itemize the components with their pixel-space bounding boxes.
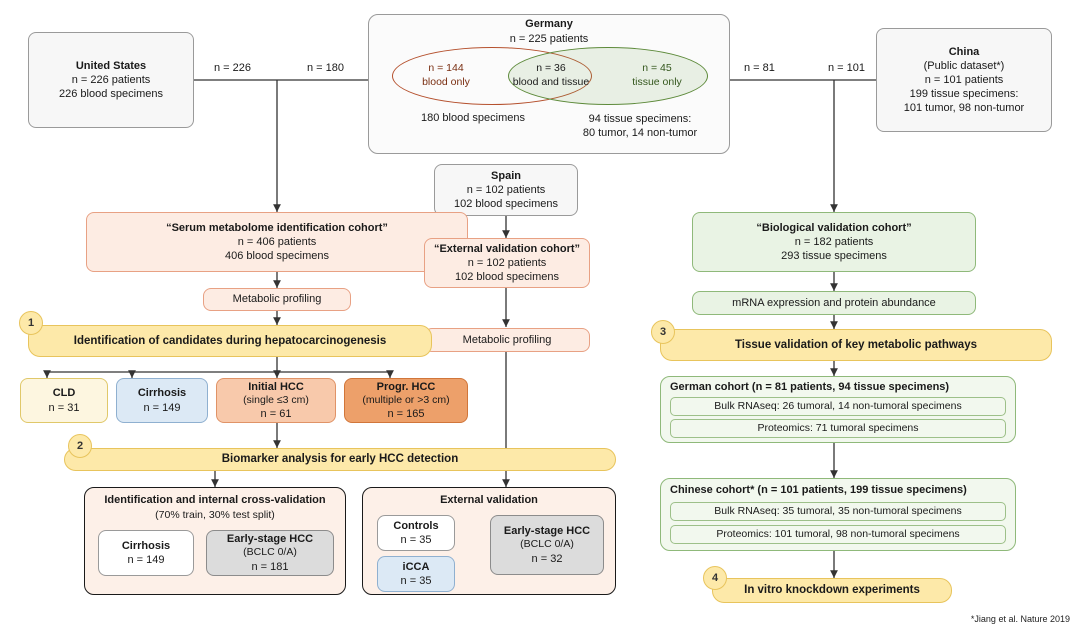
group-box-cirrhosis: [116, 378, 208, 423]
german-cohort-row-proteomics: [670, 419, 1006, 438]
us-line1: n = 226 patients: [71, 73, 151, 86]
group-cld-title: CLD: [52, 387, 76, 400]
cohort-box-china: [876, 28, 1052, 132]
venn-tissue-text: tissue only: [632, 75, 682, 88]
step-4-number: [703, 566, 727, 590]
serum-cohort-title: “Serum metabolome identification cohort”: [166, 221, 388, 234]
chinese-cohort-row-rnaseq: [670, 502, 1006, 521]
step-2-number: [68, 434, 92, 458]
china-line2: 199 tissue specimens:: [909, 88, 1019, 101]
venn-label-blood-and-tissue: [505, 62, 597, 89]
serum-metabolome-cohort-box: [86, 212, 468, 272]
step-3-number: [651, 320, 675, 344]
edge-label-us: n = 226: [214, 62, 252, 74]
external-panel-controls-box: [377, 515, 455, 551]
step-1-box: [28, 325, 432, 357]
germany-blood-specimens: 180 blood specimens: [421, 112, 525, 124]
us-title: United States: [75, 59, 147, 72]
step-3-number-text: 3: [659, 326, 667, 338]
chinese-cohort-row-proteomics: [670, 525, 1006, 544]
internal-cirrhosis-n: n = 149: [127, 554, 165, 566]
edge-label-china: n = 101: [828, 62, 866, 74]
step-2-label: Biomarker analysis for early HCC detection: [221, 453, 459, 466]
us-line2: 226 blood specimens: [59, 88, 163, 101]
german-cohort-header: German cohort (n = 81 patients, 94 tissue specimens): [670, 381, 950, 393]
group-box-progr-hcc: [344, 378, 468, 423]
external-early-hcc-sub: (BCLC 0/A): [520, 538, 574, 551]
internal-panel-early-hcc-box: [206, 530, 334, 576]
china-subtitle: (Public dataset*): [923, 59, 1005, 72]
step-3-box: [660, 329, 1052, 361]
venn-both-text: blood and tissue: [512, 75, 590, 88]
external-validation-cohort-box: [424, 238, 590, 288]
external-panel-icca-box: [377, 556, 455, 592]
step-4-box: [712, 578, 952, 603]
germany-tissue-l1: 94 tissue specimens:: [588, 113, 692, 125]
german-proteomics-label: Proteomics: 71 tumoral specimens: [757, 421, 919, 434]
external-icca-n: n = 35: [400, 575, 432, 587]
step-1-number: [19, 311, 43, 335]
germany-tissue-specimens: [560, 112, 720, 141]
bio-cohort-line1: n = 182 patients: [794, 235, 874, 248]
mrna-label: mRNA expression and protein abundance: [732, 296, 936, 309]
group-progr-hcc-title: Progr. HCC: [376, 380, 436, 393]
bio-cohort-line2: 293 tissue specimens: [781, 250, 887, 263]
german-cohort-row-rnaseq: [670, 397, 1006, 416]
venn-blood-n: n = 144: [428, 62, 464, 74]
step-4-number-text: 4: [711, 572, 719, 584]
chinese-rnaseq-label: Bulk RNAseq: 35 tumoral, 35 non-tumoral specimens: [714, 504, 962, 517]
external-cohort-line1: n = 102 patients: [467, 256, 547, 269]
china-title: China: [948, 45, 980, 58]
spain-line2: 102 blood specimens: [454, 198, 558, 211]
venn-blood-text: blood only: [422, 75, 470, 88]
group-progr-hcc-sub: (multiple or >3 cm): [362, 393, 450, 406]
internal-panel-subtitle: (70% train, 30% test split): [155, 509, 275, 521]
metabolic-profiling-mid-box: [424, 328, 590, 352]
venn-label-blood-only: [400, 62, 492, 89]
external-controls-title: Controls: [393, 519, 439, 532]
german-rnaseq-label: Bulk RNAseq: 26 tumoral, 14 non-tumoral specimens: [714, 399, 962, 412]
germany-tissue-l2: 80 tumor, 14 non-tumor: [582, 127, 698, 140]
external-early-hcc-n: n = 32: [531, 552, 563, 565]
group-cirrhosis-n: n = 149: [143, 401, 181, 414]
internal-early-hcc-title: Early-stage HCC: [226, 533, 314, 546]
external-controls-n: n = 35: [400, 534, 432, 546]
china-line1: n = 101 patients: [924, 73, 1004, 86]
group-box-initial-hcc: [216, 378, 336, 423]
metabolic-profiling-left-box: [203, 288, 351, 311]
group-box-cld: [20, 378, 108, 423]
external-cohort-line2: 102 blood specimens: [455, 271, 559, 284]
metabolic-profiling-left-label: Metabolic profiling: [232, 293, 322, 306]
serum-cohort-line1: n = 406 patients: [237, 235, 317, 248]
venn-both-n: n = 36: [536, 62, 566, 74]
step-1-label: Identification of candidates during hepatocarcinogenesis: [73, 334, 387, 347]
step-1-number-text: 1: [27, 317, 35, 329]
germany-title: Germany: [525, 18, 573, 30]
internal-early-hcc-n: n = 181: [251, 560, 289, 573]
metabolic-profiling-mid-label: Metabolic profiling: [462, 333, 552, 346]
spain-line1: n = 102 patients: [466, 183, 546, 196]
edge-label-germany-tissue: n = 81: [744, 62, 775, 74]
group-initial-hcc-sub: (single ≤3 cm): [243, 393, 309, 406]
external-cohort-title: “External validation cohort”: [433, 242, 581, 255]
external-panel-early-hcc-box: [490, 515, 604, 575]
venn-tissue-n: n = 45: [642, 62, 672, 74]
group-cirrhosis-title: Cirrhosis: [137, 387, 187, 400]
group-initial-hcc-title: Initial HCC: [248, 380, 304, 393]
internal-cirrhosis-title: Cirrhosis: [121, 539, 171, 552]
footnote: *Jiang et al. Nature 2019: [970, 614, 1070, 624]
mrna-expression-box: [692, 291, 976, 315]
external-panel-title: External validation: [440, 494, 538, 506]
chinese-proteomics-label: Proteomics: 101 tumoral, 98 non-tumoral specimens: [716, 527, 960, 540]
spain-title: Spain: [491, 169, 521, 182]
china-line3: 101 tumor, 98 non-tumor: [903, 102, 1025, 115]
external-icca-title: iCCA: [402, 560, 430, 573]
group-initial-hcc-n: n = 61: [260, 408, 292, 421]
group-progr-hcc-n: n = 165: [387, 408, 425, 421]
venn-label-tissue-only: [612, 62, 702, 89]
internal-panel-cirrhosis-box: [98, 530, 194, 576]
biological-validation-cohort-box: [692, 212, 976, 272]
step-2-number-text: 2: [76, 440, 84, 452]
germany-line1: n = 225 patients: [509, 33, 589, 45]
internal-panel-title: Identification and internal cross-validation: [104, 494, 326, 506]
edge-label-germany-blood: n = 180: [307, 62, 345, 74]
step-3-label: Tissue validation of key metabolic pathways: [734, 338, 977, 351]
chinese-cohort-header: Chinese cohort* (n = 101 patients, 199 tissue specimens): [670, 484, 967, 496]
serum-cohort-line2: 406 blood specimens: [225, 250, 329, 263]
cohort-box-united-states: [28, 32, 194, 128]
step-2-box: [64, 448, 616, 471]
cohort-box-spain: [434, 164, 578, 216]
group-cld-n: n = 31: [48, 401, 80, 414]
internal-early-hcc-sub: (BCLC 0/A): [243, 546, 297, 559]
step-4-label: In vitro knockdown experiments: [744, 584, 920, 597]
bio-cohort-title: “Biological validation cohort”: [756, 221, 912, 234]
external-early-hcc-title: Early-stage HCC: [503, 525, 591, 538]
